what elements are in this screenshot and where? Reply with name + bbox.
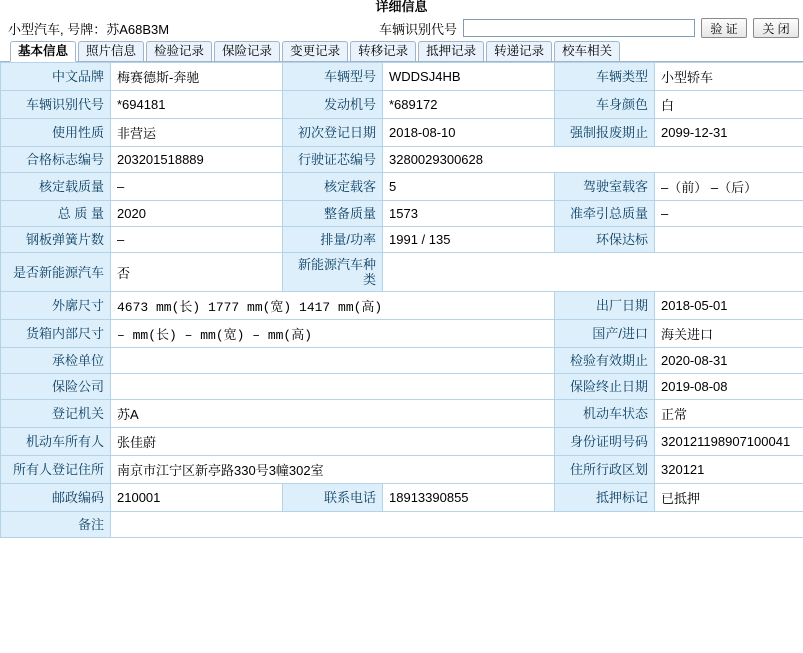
displacement-power-label: 排量/功率	[283, 227, 383, 253]
toolbar	[0, 14, 803, 40]
cab-passengers-value: –（前） –（后）	[655, 173, 803, 201]
table-row	[1, 91, 803, 119]
origin-label: 国产/进口	[555, 320, 655, 348]
displacement-power-value: 1991 / 135	[383, 227, 555, 253]
factory-date-label: 出厂日期	[555, 292, 655, 320]
gross-mass-value: 2020	[111, 201, 283, 227]
model-label: 车辆型号	[283, 63, 383, 91]
body-color-label: 车身颜色	[555, 91, 655, 119]
rated-load-value: –	[111, 173, 283, 201]
tab-change-records[interactable]: 变更记录	[282, 41, 348, 61]
phone-value: 18913390855	[383, 484, 555, 512]
license-chip-label: 行驶证芯编号	[283, 147, 383, 173]
insurance-company-label: 保险公司	[1, 374, 111, 400]
model-value: WDDSJ4HB	[383, 63, 555, 91]
verify-button[interactable]: 验 证	[701, 18, 747, 38]
vehicle-detail-table	[0, 62, 803, 538]
vin-value: *694181	[111, 91, 283, 119]
tab-bar	[0, 40, 803, 62]
cargo-size-label: 货箱内部尺寸	[1, 320, 111, 348]
vehicle-status-value: 正常	[655, 400, 803, 428]
id-number-value: 320121198907100041	[655, 428, 803, 456]
curb-mass-value: 1573	[383, 201, 555, 227]
table-row	[1, 201, 803, 227]
scrap-deadline-value: 2099-12-31	[655, 119, 803, 147]
inspection-unit-value	[111, 348, 555, 374]
postcode-label: 邮政编码	[1, 484, 111, 512]
first-registration-label: 初次登记日期	[283, 119, 383, 147]
table-row	[1, 456, 803, 484]
use-nature-value: 非营运	[111, 119, 283, 147]
table-row	[1, 147, 803, 173]
tab-inspection-records[interactable]: 检验记录	[146, 41, 212, 61]
registration-authority-value: 苏A	[111, 400, 555, 428]
table-row	[1, 119, 803, 147]
tab-photo-info[interactable]: 照片信息	[78, 41, 144, 61]
overall-size-value: 4673 mm(长) 1777 mm(宽) 1417 mm(高)	[111, 292, 555, 320]
table-row	[1, 173, 803, 201]
rated-load-label: 核定载质量	[1, 173, 111, 201]
use-nature-label: 使用性质	[1, 119, 111, 147]
certificate-no-label: 合格标志编号	[1, 147, 111, 173]
certificate-no-value: 203201518889	[111, 147, 283, 173]
tow-mass-label: 准牵引总质量	[555, 201, 655, 227]
gross-mass-label: 总 质 量	[1, 201, 111, 227]
leaf-spring-count-value: –	[111, 227, 283, 253]
table-row	[1, 348, 803, 374]
tab-mortgage-records[interactable]: 抵押记录	[418, 41, 484, 61]
table-row	[1, 400, 803, 428]
table-row	[1, 63, 803, 91]
postcode-value: 210001	[111, 484, 283, 512]
table-row	[1, 512, 803, 538]
engine-no-value: *689172	[383, 91, 555, 119]
new-energy-label: 是否新能源汽车	[1, 253, 111, 292]
table-row	[1, 320, 803, 348]
table-row	[1, 428, 803, 456]
remark-value	[111, 512, 803, 538]
new-energy-type-label: 新能源汽车种类	[283, 253, 383, 292]
vin-search-label: 车辆识别代号	[378, 21, 457, 37]
vin-search-input[interactable]	[463, 19, 695, 37]
origin-value: 海关进口	[655, 320, 803, 348]
tab-school-bus[interactable]: 校车相关	[554, 41, 620, 61]
tab-delivery-records[interactable]: 转递记录	[486, 41, 552, 61]
first-registration-value: 2018-08-10	[383, 119, 555, 147]
scrap-deadline-label: 强制报废期止	[555, 119, 655, 147]
factory-date-value: 2018-05-01	[655, 292, 803, 320]
leaf-spring-count-label: 钢板弹簧片数	[1, 227, 111, 253]
table-row	[1, 227, 803, 253]
phone-label: 联系电话	[283, 484, 383, 512]
address-district-label: 住所行政区划	[555, 456, 655, 484]
overall-size-label: 外廓尺寸	[1, 292, 111, 320]
remark-label: 备注	[1, 512, 111, 538]
table-row	[1, 374, 803, 400]
body-color-value: 白	[655, 91, 803, 119]
brand-cn-label: 中文品牌	[1, 63, 111, 91]
new-energy-type-value	[383, 253, 803, 292]
owner-address-value: 南京市江宁区新亭路330号3幢302室	[111, 456, 555, 484]
table-row	[1, 484, 803, 512]
mortgage-mark-label: 抵押标记	[555, 484, 655, 512]
inspection-valid-label: 检验有效期止	[555, 348, 655, 374]
registration-authority-label: 登记机关	[1, 400, 111, 428]
close-button[interactable]: 关 闭	[753, 18, 799, 38]
vehicle-type-label: 车辆类型	[555, 63, 655, 91]
new-energy-value: 否	[111, 253, 283, 292]
cargo-size-value: – mm(长) – mm(宽) – mm(高)	[111, 320, 555, 348]
insurance-end-label: 保险终止日期	[555, 374, 655, 400]
plate-label: 小型汽车, 号牌：苏A68B3M	[8, 21, 170, 37]
emission-standard-label: 环保达标	[555, 227, 655, 253]
owner-value: 张佳蔚	[111, 428, 555, 456]
vin-label: 车辆识别代号	[1, 91, 111, 119]
cab-passengers-label: 驾驶室载客	[555, 173, 655, 201]
tow-mass-value: –	[655, 201, 803, 227]
vehicle-type-value: 小型轿车	[655, 63, 803, 91]
emission-standard-value	[655, 227, 803, 253]
engine-no-label: 发动机号	[283, 91, 383, 119]
owner-address-label: 所有人登记住所	[1, 456, 111, 484]
rated-passengers-value: 5	[383, 173, 555, 201]
table-row	[1, 292, 803, 320]
owner-label: 机动车所有人	[1, 428, 111, 456]
tab-insurance-records[interactable]: 保险记录	[214, 41, 280, 61]
license-chip-value: 3280029300628	[383, 147, 803, 173]
mortgage-mark-value: 已抵押	[655, 484, 803, 512]
curb-mass-label: 整备质量	[283, 201, 383, 227]
table-row	[1, 253, 803, 292]
address-district-value: 320121	[655, 456, 803, 484]
insurance-company-value	[111, 374, 555, 400]
window-title: 详细信息	[375, 0, 428, 14]
tab-basic-info[interactable]: 基本信息	[10, 41, 76, 62]
inspection-unit-label: 承检单位	[1, 348, 111, 374]
rated-passengers-label: 核定载客	[283, 173, 383, 201]
brand-cn-value: 梅赛德斯-奔驰	[111, 63, 283, 91]
insurance-end-value: 2019-08-08	[655, 374, 803, 400]
tab-transfer-records[interactable]: 转移记录	[350, 41, 416, 61]
id-number-label: 身份证明号码	[555, 428, 655, 456]
inspection-valid-value: 2020-08-31	[655, 348, 803, 374]
vehicle-status-label: 机动车状态	[555, 400, 655, 428]
